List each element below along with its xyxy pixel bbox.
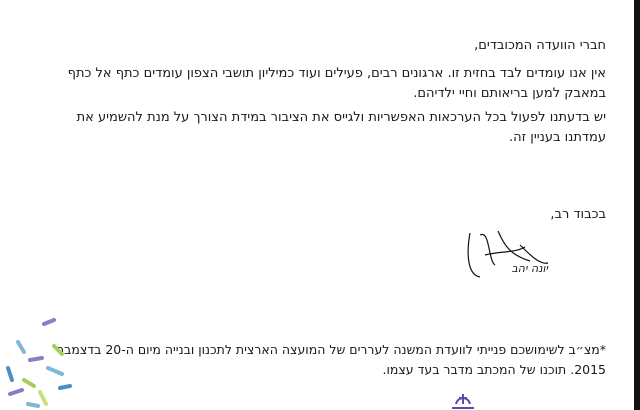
screen-edge — [634, 0, 640, 410]
letter-paragraph-1: אין אנו עומדים לבד בחזית זו. ארגונים רבים, פעילים ועוד כמיליון תושבי הצפון עומדים כתף אל כתף במאבק למען בריאותם וחיי ילדיהם. — [67, 66, 606, 101]
letter-footnote: *מצ״ב לשימושכם פנייתי לוועדת המשנה לעררים של המועצה הארצית לתכנון ובנייה מיום ה-20 בדצמבר 2015. תוכנו של המכתב מדבר בעד עצמו. — [57, 342, 606, 377]
signer-name: יונה יהב — [511, 262, 548, 275]
letter-paragraph-2: יש בדעתנו לפעול בכל הערכאות האפשריות ולגייס את הציבור במידת הצורך על מנת להשמיע את עמדתנו בעניין זה. — [76, 110, 606, 145]
letter-greeting: חברי הוועדה המכובדים, — [474, 38, 606, 53]
handwritten-signature — [460, 225, 550, 285]
letter-closing: בכבוד רב, — [550, 207, 606, 222]
emblem-icon — [448, 390, 478, 410]
confetti-decoration — [0, 316, 80, 410]
